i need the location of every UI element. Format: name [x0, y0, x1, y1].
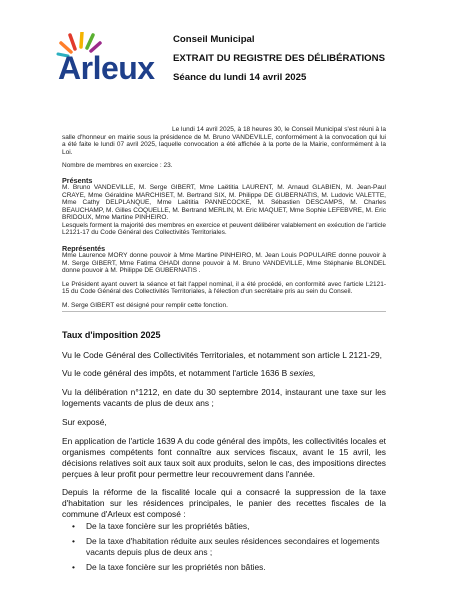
tax-list — [62, 521, 386, 573]
vu2-text: Vu le code général des impôts, et notamment l'article 1636 B — [62, 368, 290, 378]
vu1-text: Vu le Code Général des Collectivités Territoriales, et notamment son article L 2121-29, — [62, 350, 382, 360]
representes-list: Mme Laurence MORY donne pouvoir à Mme Martine PINHEIRO, M. Jean Louis POPULAIRE donne pouvoir à M. Serge GIBERT, Mme Fatima GHADI donne pouvoir à M. Bruno VANDEVILLE, Mme Stéphanie BLONDEL donne pouvoir à M. Philippe DE GUBERNATIS . — [62, 252, 386, 274]
arleux-logo — [56, 32, 168, 92]
president-paragraph: Le Président ayant ouvert la séance et fait l'appel nominal, il a été procédé, en conformité avec l'article L2121-15 du Code Général des Collectivités Territoriales, à l'élection d'un secrétaire pris au sein du Conseil. — [62, 280, 386, 295]
preamble-section — [62, 126, 386, 309]
section-divider — [62, 311, 386, 312]
presents-list: M. Bruno VANDEVILLE, M. Serge GIBERT, Mme Laëtitia LAURENT, M. Arnaud GLABIEN, M. Jean-Paul CRAYE, Mme Géraldine MARCHISET, M. Bertrand SIX, M. Philippe DE GUBERNATIS, M. Ludovic VALETTE, Mme Cathy DELPLANQUE, Mme Laëtitia PANNECOCKE, M. Sébastien DESCAMPS, M. Charles BEAUCHAMP, M. Gilles COQUELLE, M. Bertrand MERLIN, M. Eric MAQUET, Mme Sophie LEFEBVRE, M. Eric BRIDOUX, Mme Martine PINHEIRO. — [62, 184, 386, 221]
bullet-icon: • — [72, 521, 75, 531]
reforme-paragraph — [62, 487, 386, 520]
reforme-text: Depuis la réforme de la fiscalité locale qui a consacré la suppression de la taxe d'habitation sur les résidences principales, le panier des recettes fiscales de la commune d'Arleux est composé : — [62, 487, 386, 519]
application-paragraph — [62, 436, 386, 480]
representes-heading: Représentés — [62, 243, 106, 253]
logo-wordmark: Arleux — [58, 50, 155, 86]
subject-heading: Taux d'imposition 2025 — [62, 330, 161, 340]
vu-code-impots — [62, 368, 386, 379]
tax-list-item: • De la taxe foncière sur les propriétés bâties, — [72, 521, 250, 531]
tax-list-item: • De la taxe foncière sur les propriétés non bâties. — [72, 562, 266, 572]
presents-note: Lesquels forment la majorité des membres en exercice et peuvent délibérer valablement en exécution de l'article L2121-17 du Code Général des Collectivités Territoriales. — [62, 221, 386, 236]
intro-paragraph: Le lundi 14 avril 2025, à 18 heures 30, le Conseil Municipal s'est réuni à la salle d'honneur en mairie sous la présidence de M. Bruno VANDEVILLE, conformément à la convocation qui lui a été faite le lundi 07 avril 2025, laquelle convocation a été affichée à la porte de la Mairie, conformément à la Loi. — [62, 126, 386, 156]
secretary-paragraph: M. Serge GIBERT est désigné pour remplir cette fonction. — [62, 301, 228, 309]
vu3-text: Vu la délibération n°1212, en date du 30 septembre 2014, instaurant une taxe sur les logements vacants de plus de deux ans ; — [62, 387, 386, 408]
members-count: Nombre de membres en exercice : 23. — [62, 162, 173, 169]
vu-deliberation — [62, 387, 386, 409]
sur-expose — [62, 417, 386, 428]
vu-code-collectivites — [62, 350, 386, 361]
presents-heading: Présents — [62, 175, 93, 185]
vu2-italic: sexies, — [289, 368, 316, 378]
sur-expose-text: Sur exposé, — [62, 417, 107, 427]
session-date: Séance du lundi 14 avril 2025 — [173, 72, 307, 83]
application-text: En application de l'article 1639 A du code général des impôts, les collectivités locales et organismes compétents font connaître aux services fiscaux, avant le 15 avril, les décisions relatives soit aux taux soit aux produits, selon le cas, des impositions directes perçues à leur profit pour permettre leur recouvrement dans l'année. — [62, 436, 386, 479]
council-title: Conseil Municipal — [173, 34, 255, 45]
bullet-icon: • — [72, 536, 75, 546]
register-extract-title: EXTRAIT DU REGISTRE DES DÉLIBÉRATIONS — [173, 53, 385, 64]
tax-list-item: • De la taxe d'habitation réduite aux seules résidences secondaires et logements vacants depuis plus de deux ans ; — [72, 536, 380, 557]
bullet-icon: • — [72, 562, 75, 572]
